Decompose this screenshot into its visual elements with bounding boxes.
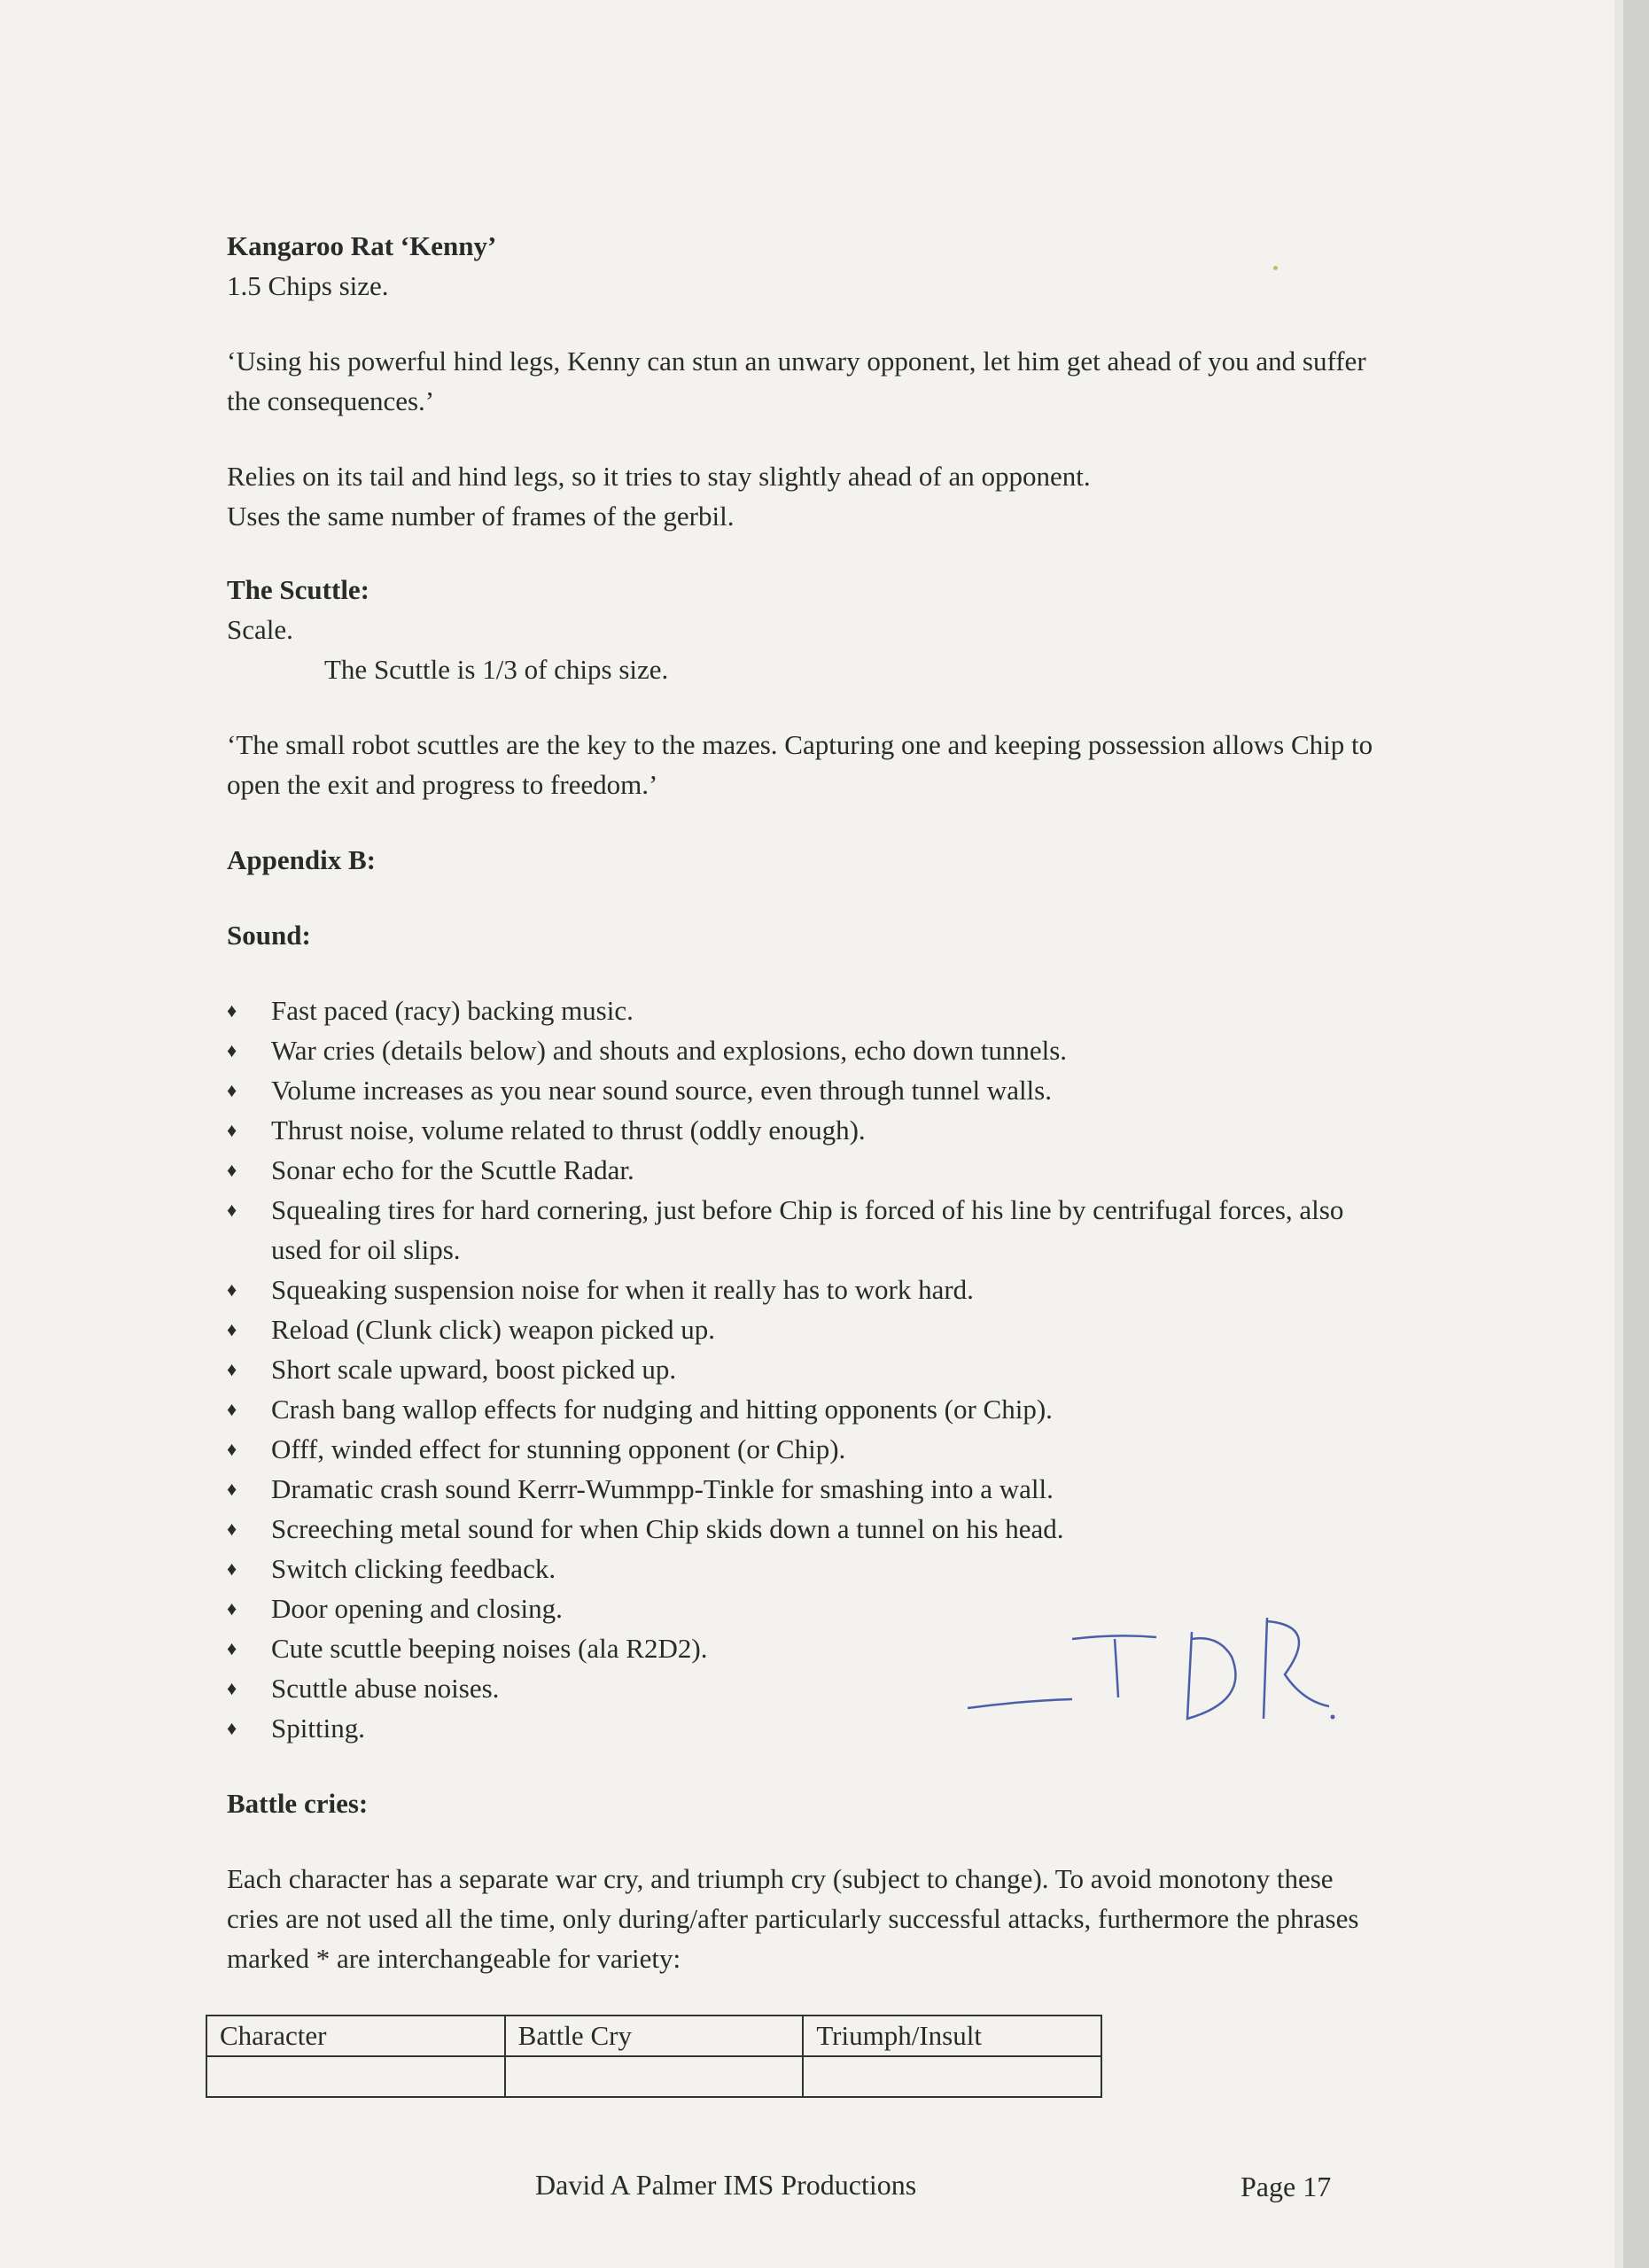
list-item: [227, 1110, 1379, 1150]
table-header-character: Character: [206, 2016, 505, 2056]
diamond-bullet-icon: ♦: [227, 1199, 237, 1221]
list-item: [227, 1549, 1379, 1588]
diamond-bullet-icon: ♦: [227, 1039, 237, 1061]
list-item-text: Dramatic crash sound Kerrr-Wummpp-Tinkle for smashing into a wall.: [271, 1473, 1054, 1504]
diamond-bullet-icon: ♦: [227, 1637, 237, 1659]
battle-cries-text: Each character has a separate war cry, and triumph cry (subject to change). To avoid monotony these cries are not used all the time, only during/after particularly successful attacks, furthermore the phrases marked * are interchangeable for variety:: [227, 1863, 1359, 1974]
scuttle-scale-value: The Scuttle is 1/3 of chips size.: [324, 654, 669, 685]
diamond-bullet-icon: ♦: [227, 1159, 237, 1181]
scuttle-quote: ‘The small robot scuttles are the key to the mazes. Capturing one and keeping possession allows Chip to open the exit and progress to freedom.’: [227, 729, 1373, 800]
kenny-size: 1.5 Chips size.: [227, 270, 389, 301]
page-edge-shadow: [1623, 0, 1649, 2268]
section-title-kangaroo-rat: Kangaroo Rat ‘Kenny’: [227, 230, 497, 261]
sound-title: Sound:: [227, 920, 311, 951]
list-item: [227, 1389, 1379, 1429]
table-header-battle-cry: Battle Cry: [505, 2016, 804, 2056]
kenny-description-2: Uses the same number of frames of the gerbil.: [227, 501, 735, 532]
list-item-text: Scuttle abuse noises.: [271, 1673, 500, 1704]
diamond-bullet-icon: ♦: [227, 1478, 237, 1500]
list-item-text: Cute scuttle beeping noises (ala R2D2).: [271, 1633, 708, 1664]
list-item-text: Offf, winded effect for stunning opponent (or Chip).: [271, 1433, 846, 1464]
diamond-bullet-icon: ♦: [227, 1358, 237, 1380]
list-item-text: Crash bang wallop effects for nudging and hitting opponents (or Chip).: [271, 1394, 1053, 1425]
diamond-bullet-icon: ♦: [227, 1518, 237, 1540]
diamond-bullet-icon: ♦: [227, 1717, 237, 1739]
list-item-text: Screeching metal sound for when Chip skids down a tunnel on his head.: [271, 1513, 1064, 1544]
diamond-bullet-icon: ♦: [227, 1677, 237, 1699]
list-item: [227, 1190, 1379, 1270]
list-item-text: Switch clicking feedback.: [271, 1553, 556, 1584]
list-item: [227, 1270, 1379, 1309]
list-item: [227, 1349, 1379, 1389]
list-item: [227, 1429, 1379, 1469]
list-item-text: Squealing tires for hard cornering, just before Chip is forced of his line by centrifugal forces, also used for oil slips.: [271, 1194, 1344, 1265]
list-item-text: Thrust noise, volume related to thrust (oddly enough).: [271, 1115, 866, 1146]
list-item-text: Squeaking suspension noise for when it really has to work hard.: [271, 1274, 974, 1305]
page-edge: [1614, 0, 1623, 2268]
list-item: [227, 1070, 1379, 1110]
kenny-description-1: Relies on its tail and hind legs, so it tries to stay slightly ahead of an opponent.: [227, 461, 1091, 492]
section-title-scuttle: The Scuttle:: [227, 574, 370, 605]
list-item-text: Short scale upward, boost picked up.: [271, 1354, 677, 1385]
table-cell: [206, 2056, 505, 2097]
list-item-text: Spitting.: [271, 1713, 365, 1744]
list-item-text: Sonar echo for the Scuttle Radar.: [271, 1154, 634, 1185]
list-item: [227, 1030, 1379, 1070]
list-item-text: Fast paced (racy) backing music.: [271, 995, 634, 1026]
footer-author: David A Palmer IMS Productions: [535, 2169, 917, 2201]
table-row: [206, 2056, 1101, 2097]
list-item: [227, 1509, 1379, 1549]
list-item: [227, 1309, 1379, 1349]
diamond-bullet-icon: ♦: [227, 1438, 237, 1460]
diamond-bullet-icon: ♦: [227, 1318, 237, 1340]
list-item-text: Volume increases as you near sound source, even through tunnel walls.: [271, 1075, 1052, 1106]
page-number: Page 17: [1241, 2171, 1332, 2202]
diamond-bullet-icon: ♦: [227, 1119, 237, 1141]
handwritten-signature: [966, 1612, 1338, 1745]
table-cell: [505, 2056, 804, 2097]
diamond-bullet-icon: ♦: [227, 1079, 237, 1101]
battle-cries-table: [206, 2015, 1102, 2098]
list-item: [227, 990, 1379, 1030]
kenny-quote: ‘Using his powerful hind legs, Kenny can stun an unwary opponent, let him get ahead of you and suffer the consequences.’: [227, 346, 1366, 416]
list-item-text: Reload (Clunk click) weapon picked up.: [271, 1314, 716, 1345]
diamond-bullet-icon: ♦: [227, 1557, 237, 1580]
diamond-bullet-icon: ♦: [227, 1398, 237, 1420]
table-cell: [803, 2056, 1101, 2097]
table-header-row: [206, 2016, 1101, 2056]
scuttle-scale-label: Scale.: [227, 614, 293, 645]
diamond-bullet-icon: ♦: [227, 999, 237, 1021]
battle-cries-title: Battle cries:: [227, 1788, 369, 1819]
list-item: [227, 1150, 1379, 1190]
table-header-triumph: Triumph/Insult: [803, 2016, 1101, 2056]
list-item-text: War cries (details below) and shouts and explosions, echo down tunnels.: [271, 1035, 1068, 1066]
diamond-bullet-icon: ♦: [227, 1597, 237, 1619]
appendix-title: Appendix B:: [227, 844, 376, 875]
diamond-bullet-icon: ♦: [227, 1278, 237, 1301]
list-item-text: Door opening and closing.: [271, 1593, 563, 1624]
list-item: [227, 1469, 1379, 1509]
